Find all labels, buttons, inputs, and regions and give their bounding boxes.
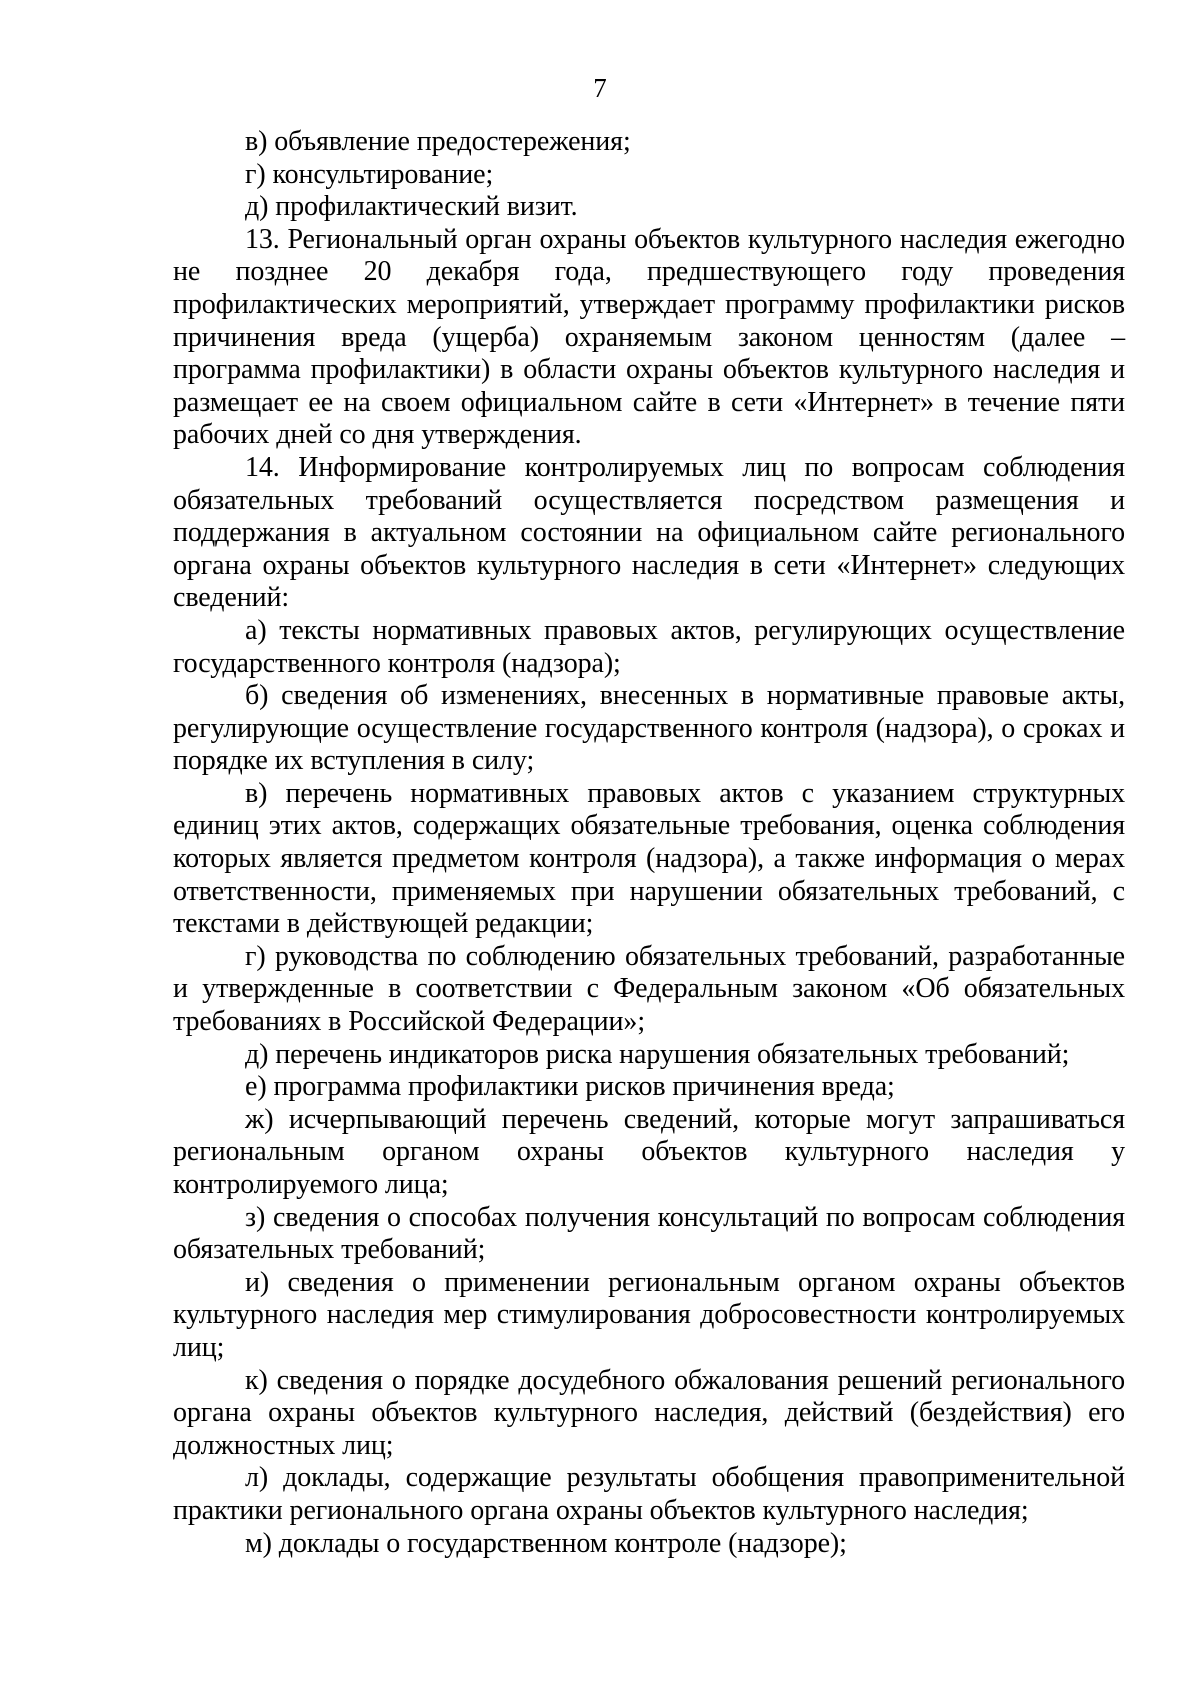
list-item-zh: ж) исчерпывающий перечень сведений, которые могут запрашиваться региональным органом охраны объектов культурного наследия у контролируемого лица; — [173, 1103, 1125, 1200]
list-item-l: л) доклады, содержащие результаты обобщения правоприменительной практики регионального органа охраны объектов культурного наследия; — [173, 1462, 1125, 1526]
list-item-i: и) сведения о применении региональным органом охраны объектов культурного наследия мер стимулирования добросовестности контролируемых лиц; — [173, 1266, 1125, 1363]
list-item-g: г) руководства по соблюдению обязательных требований, разработанные и утвержденные в соответствии с Федеральным законом «Об обязательных требованиях в Российской Федерации»; — [173, 940, 1125, 1038]
list-item-g-consulting: г) консультирование; — [245, 158, 494, 190]
list-item-v-warning: в) объявление предостережения; — [245, 126, 631, 157]
list-item-z: з) сведения о способах получения консультаций по вопросам соблюдения обязательных требований; — [173, 1201, 1125, 1266]
paragraph-13: 13. Региональный орган охраны объектов культурного наследия ежегодно не позднее 20 декабря года, предшествующего году проведения профилактических мероприятий, утверждает программу профилактики рисков причинения вреда (ущерба) охраняемым законом ценностям (далее – программа профилактики) в области охраны объектов культурного наследия и размещает ее на своем официальном сайте в сети «Интернет» в течение пяти рабочих дней со дня утверждения. — [173, 223, 1125, 451]
list-item-a: а) тексты нормативных правовых актов, регулирующих осуществление государственного контроля (надзора); — [173, 614, 1125, 679]
list-item-k: к) сведения о порядке досудебного обжалования решений регионального органа охраны объектов культурного наследия, действий (бездействия) его должностных лиц; — [173, 1364, 1125, 1461]
list-item-d-visit: д) профилактический визит. — [245, 191, 578, 223]
page-number: 7 — [593, 73, 607, 103]
list-item-v: в) перечень нормативных правовых актов с указанием структурных единиц этих актов, содержащих обязательные требования, оценка соблюдения которых является предметом контроля (надзора), а также информация о мерах ответственности, применяемых при нарушении обязательных требований, с текстами в действующей редакции; — [173, 777, 1125, 940]
document-body — [173, 126, 1125, 1560]
list-item-e: е) программа профилактики рисков причинения вреда; — [245, 1071, 895, 1103]
list-item-d: д) перечень индикаторов риска нарушения обязательных требований; — [245, 1038, 1070, 1070]
paragraph-14: 14. Информирование контролируемых лиц по вопросам соблюдения обязательных требований осуществляется посредством размещения и поддержания в актуальном состоянии на официальном сайте регионального органа охраны объектов культурного наследия в сети «Интернет» следующих сведений: — [173, 451, 1125, 614]
list-item-b: б) сведения об изменениях, внесенных в нормативные правовые акты, регулирующие осуществление государственного контроля (надзора), о сроках и порядке их вступления в силу; — [173, 680, 1125, 777]
list-item-m: м) доклады о государственном контроле (надзоре); — [245, 1527, 847, 1559]
